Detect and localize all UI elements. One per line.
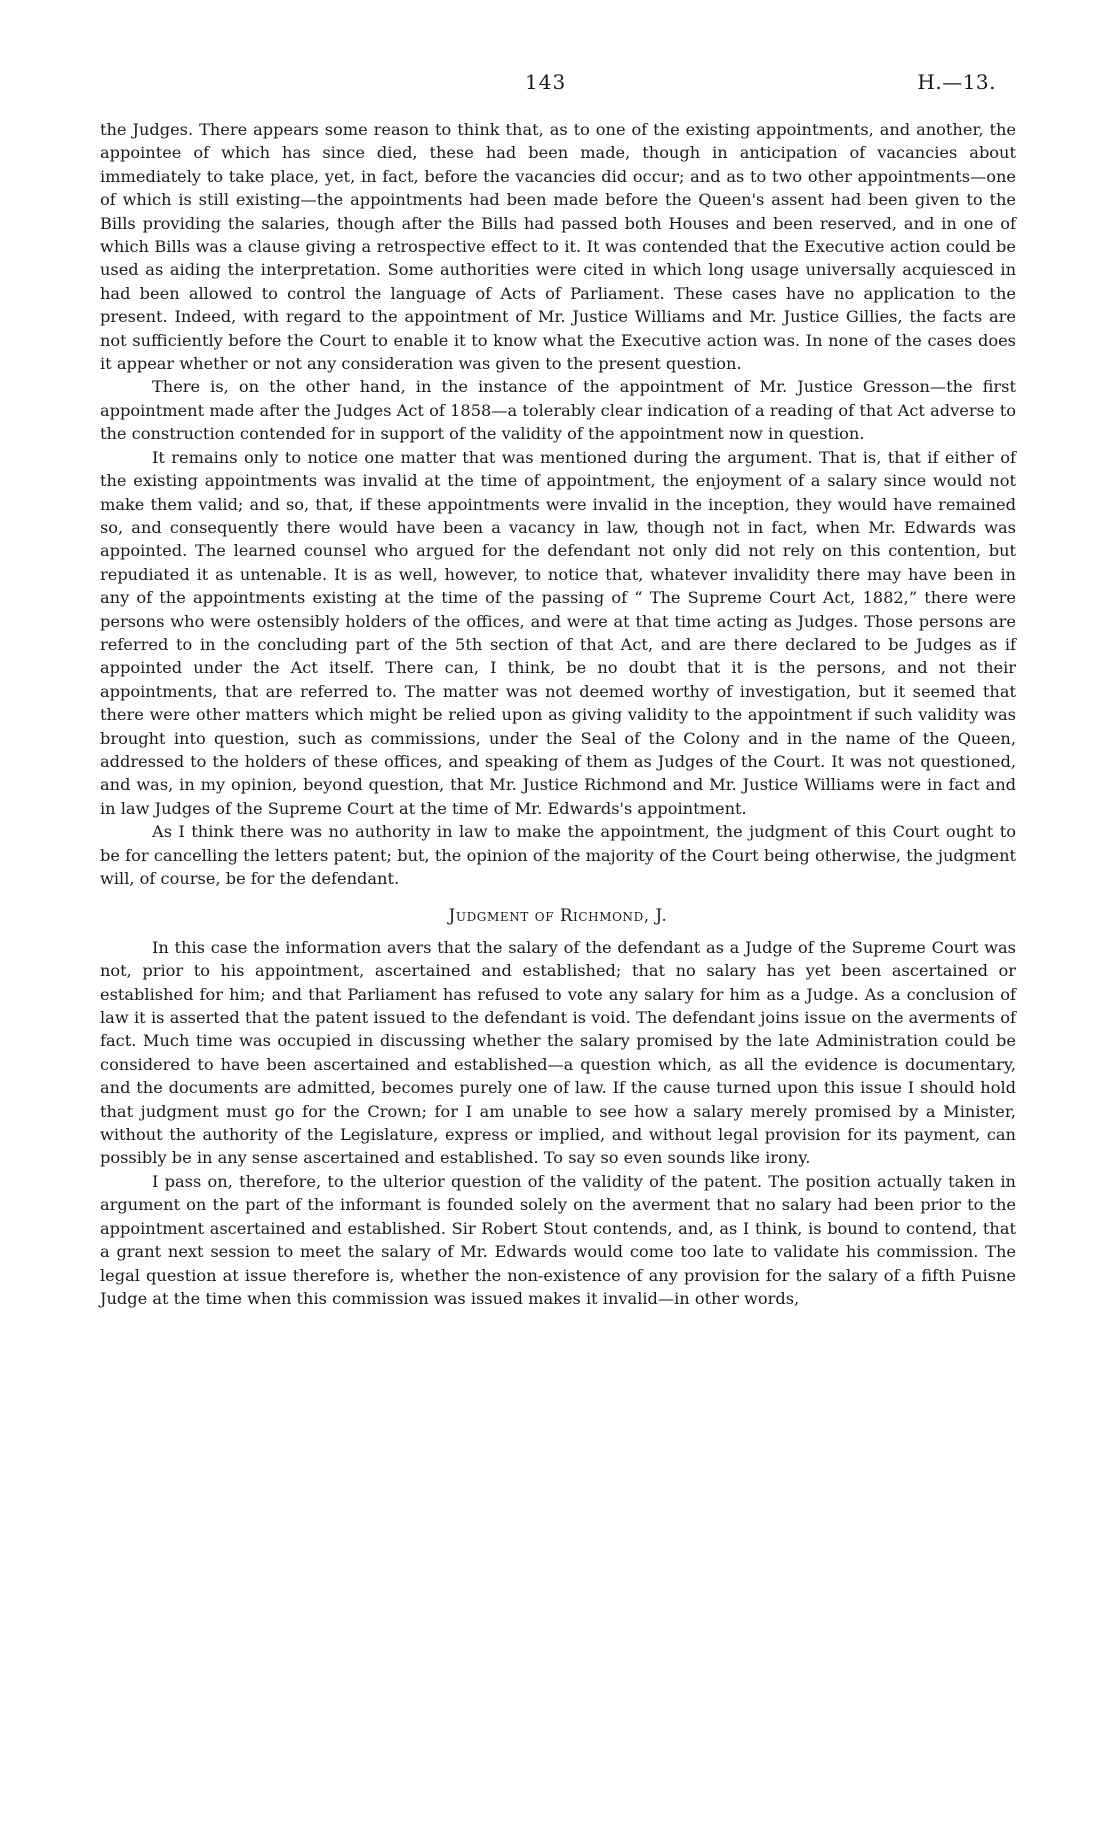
paragraph: There is, on the other hand, in the instance of the appointment of Mr. Justice Gresson—the first appointment made after the Judges Act of 1858—a tolerably clear indication of a reading of that Act adverse to the construction contended for in support of the validity of the appointment now in question. [100,377,1016,444]
document-reference: H.—13. [917,70,996,94]
page-number: 143 [525,70,567,94]
paragraph: It remains only to notice one matter that was mentioned during the argument. That is, that if either of the existing appointments was invalid at the time of appointment, the enjoyment of a salary since would not make them valid; and so, that, if these appointments were invalid in the inception, they would have remained so, and consequently there would have been a vacancy in law, though not in fact, when Mr. Edwards was appointed. The learned counsel who argued for the defendant not only did not rely on this contention, but repudiated it as untenable. It is as well, however, to notice that, whatever invalidity there may have been in any of the appointments existing at the time of the passing of “ The Supreme Court Act, 1882,” there were persons who were ostensibly holders of the offices, and were at that time acting as Judges. Those persons are referred to in the concluding part of the 5th section of that Act, and are there declared to be Judges as if appointed under the Act itself. There can, I think, be no doubt that it is the persons, and not their appointments, that are referred to. The matter was not deemed worthy of investigation, but it seemed that there were other matters which might be relied upon as giving validity to the appointment if such validity was brought into question, such as commissions, under the Seal of the Colony and in the name of the Queen, addressed to the holders of these offices, and speaking of them as Judges of the Court. It was not questioned, and was, in my opinion, beyond question, that Mr. Justice Richmond and Mr. Justice Williams were in fact and in law Judges of the Supreme Court at the time of Mr. Edwards's appointment. [100,447,1016,818]
paragraph: I pass on, therefore, to the ulterior question of the validity of the patent. The position actually taken in argument on the part of the informant is founded solely on the averment that no salary had been prior to the appointment ascertained and established. Sir Robert Stout contends, and, as I think, is bound to contend, that a grant next session to meet the salary of Mr. Edwards would come too late to validate his commission. The legal question at issue therefore is, whether the non-existence of any provision for the salary of a fifth Puisne Judge at the time when this commission was issued makes it invalid—in other words, [100,1171,1016,1308]
body-text [100,118,1016,1310]
paragraph: As I think there was no authority in law to make the appointment, the judgment of this Court ought to be for cancelling the letters patent; but, the opinion of the majority of the Court being otherwise, the judgment will, of course, be for the defendant. [100,822,1016,888]
section-heading: Judgment of Richmond, J. [448,906,668,926]
paragraph: In this case the information avers that the salary of the defendant as a Judge of the Supreme Court was not, prior to his appointment, ascertained and established; that no salary has yet been ascertained or established for him; and that Parliament has refused to vote any salary for him as a Judge. As a conclusion of law it is asserted that the patent issued to the defendant is void. The defendant joins issue on the averments of fact. Much time was occupied in discussing whether the salary promised by the late Administration could be considered to have been ascertained and established—a question which, as all the evidence is documentary, and the documents are admitted, becomes purely one of law. If the cause turned upon this issue I should hold that judgment must go for the Crown; for I am unable to see how a salary merely promised by a Minister, without the authority of the Legislature, express or implied, and without legal provision for its payment, can possibly be in any sense ascertained and established. To say so even sounds like irony. [100,937,1016,1168]
page-header [0,70,1114,100]
paragraph: the Judges. There appears some reason to think that, as to one of the existing appointments, and another, the appointee of which has since died, these had been made, though in anticipation of vacancies about immediately to take place, yet, in fact, before the vacancies did occur; and as to two other appointments—one of which is still existing—the appointments had been made before the Queen's assent had been given to the Bills providing the salaries, though after the Bills had passed both Houses and been reserved, and in one of which Bills was a clause giving a retrospective effect to it. It was contended that the Executive action could be used as aiding the interpretation. Some authorities were cited in which long usage universally acquiesced in had been allowed to control the language of Acts of Parliament. These cases have no application to the present. Indeed, with regard to the appointment of Mr. Justice Williams and Mr. Justice Gillies, the facts are not sufficiently before the Court to enable it to know what the Executive action was. In none of the cases does it appear whether or not any consideration was given to the present question. [100,120,1016,374]
